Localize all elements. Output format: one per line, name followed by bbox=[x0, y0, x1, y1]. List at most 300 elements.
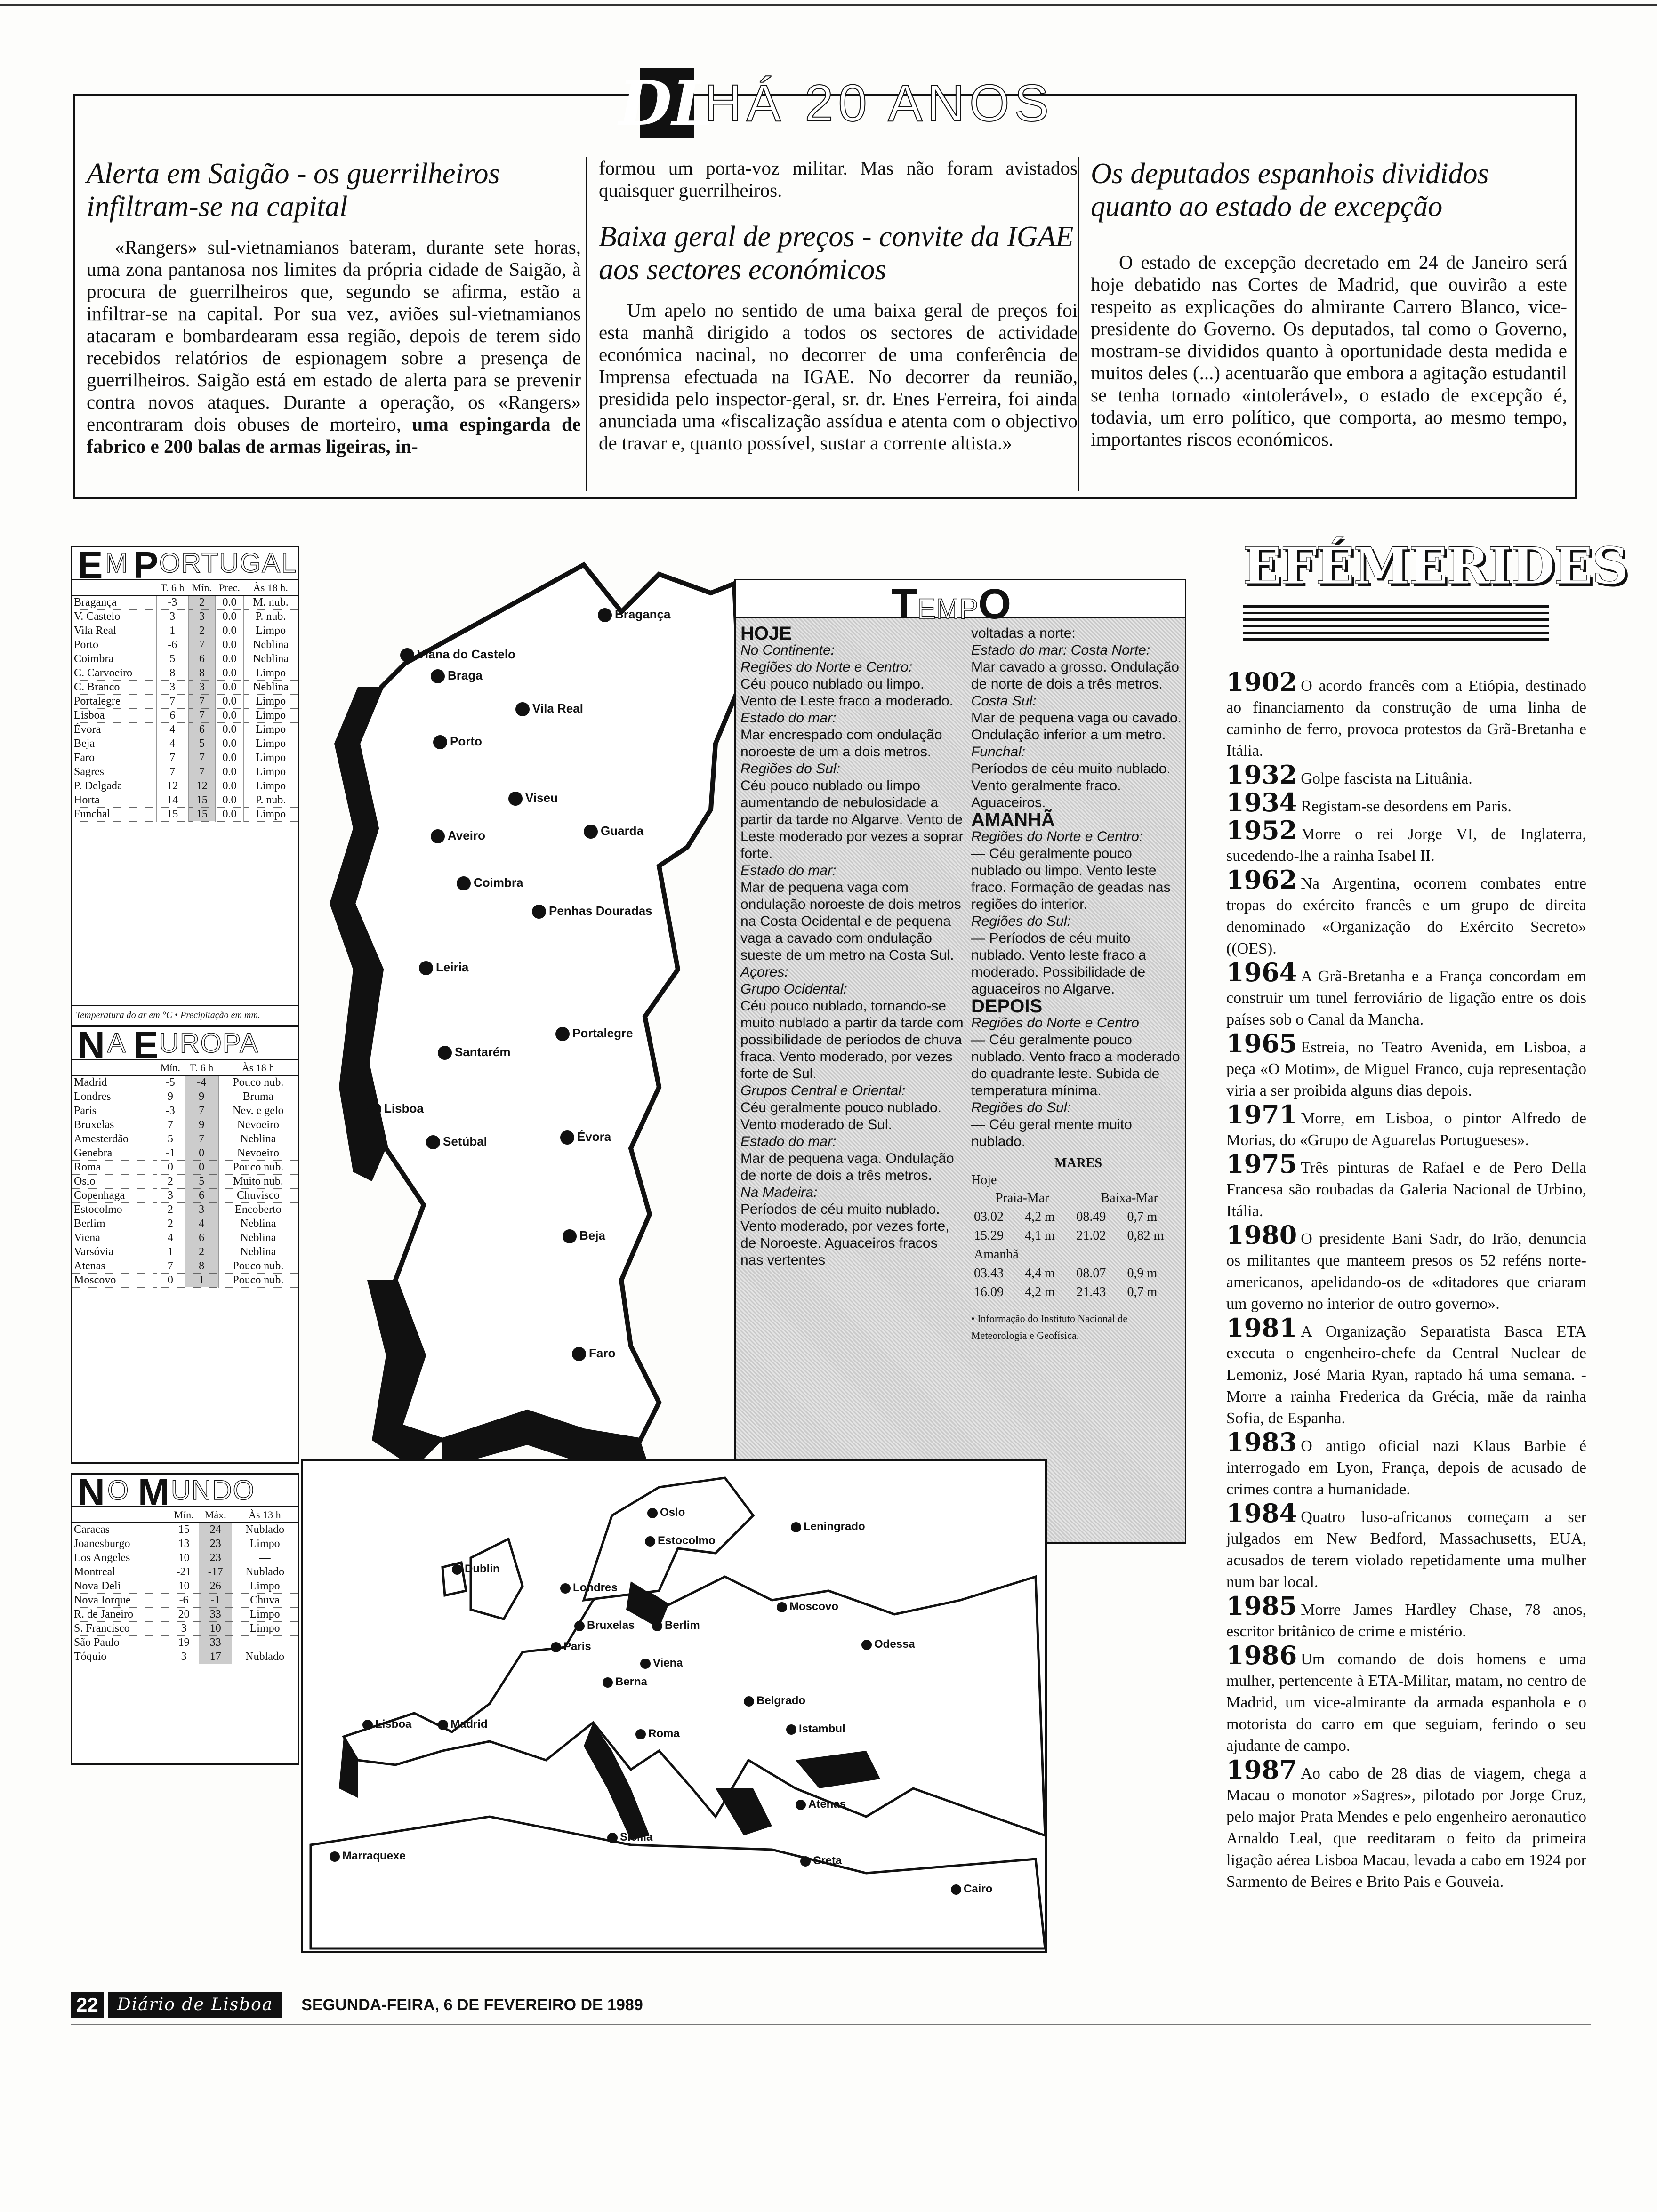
forecast-text: — Céu geral mente muito nublado. bbox=[971, 1117, 1132, 1149]
table-cell: 0.0 bbox=[215, 680, 243, 694]
table-cell: 15 bbox=[188, 807, 215, 821]
forecast-label: Grupo Ocidental: bbox=[740, 981, 847, 997]
row-label: São Paulo bbox=[72, 1635, 169, 1650]
row-label: Coimbra bbox=[72, 652, 156, 666]
table-cell: Pouco nub. bbox=[218, 1160, 298, 1174]
table-cell: Neblina bbox=[244, 638, 298, 652]
efemeride-year: 1975 bbox=[1226, 1149, 1297, 1179]
table-cell: 15 bbox=[156, 807, 188, 821]
table-cell: 9 bbox=[156, 1090, 185, 1104]
tide-cell: 0,7 m bbox=[1127, 1285, 1158, 1299]
title-part: UNDO bbox=[171, 1475, 255, 1506]
table-cell: 13 bbox=[169, 1537, 199, 1551]
table-cell: Pouco nub. bbox=[218, 1075, 298, 1090]
table-cell: 7 bbox=[188, 708, 215, 722]
table-cell: 33 bbox=[199, 1635, 232, 1650]
title-part: A bbox=[107, 1028, 127, 1058]
table-cell: — bbox=[232, 1635, 298, 1650]
tide-cell: 4,4 m bbox=[1025, 1266, 1055, 1281]
row-label: Nova Deli bbox=[72, 1579, 169, 1593]
na-europa-table bbox=[71, 1026, 299, 1464]
map-city: Oslo bbox=[647, 1506, 685, 1519]
table-cell: 0.0 bbox=[215, 793, 243, 807]
table-cell: 6 bbox=[188, 722, 215, 737]
column-header: Mín. bbox=[156, 1060, 185, 1075]
title-initial: E bbox=[133, 1024, 160, 1066]
title-initial: M bbox=[138, 1471, 170, 1513]
efemeride-entry bbox=[1224, 1591, 1586, 1643]
row-label: Amesterdão bbox=[72, 1132, 156, 1146]
article-igae bbox=[586, 157, 1078, 491]
table-cell: Neblina bbox=[218, 1132, 298, 1146]
table-cell: Bruma bbox=[218, 1090, 298, 1104]
table-cell: 6 bbox=[156, 708, 188, 722]
table-row bbox=[72, 1635, 298, 1650]
decorative-stripes bbox=[1243, 605, 1549, 643]
table-cell: 4 bbox=[156, 737, 188, 751]
tide-cell: 08.49 bbox=[1076, 1210, 1106, 1224]
table-row bbox=[72, 1174, 298, 1188]
map-city: Marraquexe bbox=[330, 1850, 406, 1863]
table-cell: Nublado bbox=[232, 1565, 298, 1579]
forecast-text: Mar de pequena vaga ou cavado. Ondulação inferior a um metro. bbox=[971, 710, 1182, 743]
table-cell: -5 bbox=[156, 1075, 185, 1090]
table-cell: 8 bbox=[188, 666, 215, 680]
top-rule bbox=[0, 0, 1657, 6]
forecast-text: Períodos de céu muito nublado. Vento geralmente fraco. Aguaceiros. bbox=[971, 761, 1171, 810]
table-cell: 8 bbox=[185, 1259, 218, 1273]
table-cell: 17 bbox=[199, 1650, 232, 1664]
efemeride-text: Ao cabo de 28 dias de viagem, chega a Macau o monotor »Sagres», pilotado por Jorge Cruz, pelo major Prata Mendes e pelo engenheiro aeronautico Arnaldo Leal, que reeditaram o feito da primeira ligação aérea Lisboa Macau, levada a cabo em 1924 por Sarmento de Beires e Brito Pais e Gouveia. bbox=[1226, 1765, 1586, 1891]
map-city: Beja bbox=[563, 1228, 605, 1243]
em-portugal-grid bbox=[72, 580, 298, 822]
table-cell: 9 bbox=[185, 1090, 218, 1104]
tempo-forecast-box bbox=[734, 579, 1186, 1544]
table-cell: 7 bbox=[156, 694, 188, 708]
forecast-text: — Céu geralmente pouco nublado ou limpo. Vento leste fraco. Formação de geadas nas regiões do interior. bbox=[971, 846, 1171, 912]
map-city: Odessa bbox=[861, 1638, 915, 1651]
forecast-heading: DEPOIS bbox=[971, 996, 1043, 1017]
table-row bbox=[72, 638, 298, 652]
table-cell: Nevoeiro bbox=[218, 1146, 298, 1160]
tide-cell: 15.29 bbox=[974, 1228, 1004, 1243]
map-city: Moscovo bbox=[777, 1600, 838, 1613]
efemeride-text: A Grã-Bretanha e a França concordam em construir um tunel ferroviário de ligação entre os dois países sob o Canal da Mancha. bbox=[1226, 968, 1586, 1028]
map-city: Dublin bbox=[452, 1563, 500, 1576]
table-cell: 6 bbox=[185, 1231, 218, 1245]
table-cell: 12 bbox=[156, 779, 188, 793]
efemeride-text: Golpe fascista na Lituânia. bbox=[1301, 770, 1472, 787]
efemeride-entry bbox=[1224, 1313, 1586, 1429]
tide-cell: 0,82 m bbox=[1127, 1228, 1164, 1243]
table-cell: 7 bbox=[188, 694, 215, 708]
table-cell: -6 bbox=[169, 1593, 199, 1607]
table-row bbox=[72, 1160, 298, 1174]
map-city: Leiria bbox=[419, 960, 468, 975]
efemeride-year: 1932 bbox=[1226, 760, 1297, 790]
table-cell: 3 bbox=[156, 680, 188, 694]
table-cell: 0.0 bbox=[215, 624, 243, 638]
title-initial: N bbox=[78, 1024, 106, 1066]
table-cell: 2 bbox=[156, 1202, 185, 1217]
row-label: Montreal bbox=[72, 1565, 169, 1579]
table-cell: 6 bbox=[188, 652, 215, 666]
page-number: 22 bbox=[71, 1992, 104, 2018]
efemeride-year: 1986 bbox=[1226, 1640, 1297, 1670]
table-cell: 7 bbox=[185, 1104, 218, 1118]
row-label: Viena bbox=[72, 1231, 156, 1245]
table-cell: -4 bbox=[185, 1075, 218, 1090]
table-cell: Neblina bbox=[244, 652, 298, 666]
map-city: Porto bbox=[433, 734, 482, 749]
map-city: Lisboa bbox=[362, 1718, 411, 1731]
forecast-label: Regiões do Norte e Centro: bbox=[971, 829, 1143, 844]
table-cell: 10 bbox=[169, 1551, 199, 1565]
efemeride-entry bbox=[1224, 815, 1586, 867]
map-city: Aveiro bbox=[431, 828, 485, 843]
table-cell: 7 bbox=[188, 638, 215, 652]
table-row bbox=[72, 1075, 298, 1090]
table-cell: 5 bbox=[188, 737, 215, 751]
row-label: Moscovo bbox=[72, 1273, 156, 1287]
forecast-label: Açores: bbox=[740, 964, 788, 980]
no-mundo-header bbox=[72, 1471, 298, 1513]
table-cell: 7 bbox=[156, 1118, 185, 1132]
table-cell: 10 bbox=[169, 1579, 199, 1593]
row-label: Faro bbox=[72, 751, 156, 765]
issue-date: SEGUNDA-FEIRA, 6 DE FEVEREIRO DE 1989 bbox=[301, 1996, 643, 2014]
table-row bbox=[72, 1523, 298, 1537]
map-city: Atenas bbox=[796, 1798, 846, 1811]
efemerides-column bbox=[1224, 537, 1628, 1996]
table-cell: 7 bbox=[156, 1259, 185, 1273]
column-header: Mín. bbox=[188, 580, 215, 595]
map-city: Viana do Castelo bbox=[400, 647, 515, 662]
title-part: ORTUGAL bbox=[159, 548, 298, 578]
efemeride-year: 1987 bbox=[1226, 1755, 1297, 1785]
tide-cell: 4,1 m bbox=[1025, 1228, 1055, 1243]
table-row bbox=[72, 1650, 298, 1664]
row-label: Paris bbox=[72, 1104, 156, 1118]
forecast-text: Mar de pequena vaga com ondulação noroeste de dois metros na Costa Ocidental e de pequena vaga a cavado com ondulação sueste de um metro na Costa Sul. bbox=[740, 880, 961, 963]
map-city: Penhas Douradas bbox=[532, 904, 652, 919]
table-cell: 6 bbox=[185, 1188, 218, 1202]
column-header: Às 18 h. bbox=[244, 580, 298, 595]
efemeride-text: Três pinturas de Rafael e de Pero Della Francesa são roubadas da Galeria Nacional de Urbino, Itália. bbox=[1226, 1159, 1586, 1220]
table-row bbox=[72, 694, 298, 708]
table-cell: 26 bbox=[199, 1579, 232, 1593]
forecast-text: Céu pouco nublado ou limpo aumentando de nebulosidade a partir da tarde no Algarve. Vento de Leste moderado por vezes a soprar forte. bbox=[740, 778, 964, 861]
map-city: Istambul bbox=[786, 1723, 845, 1736]
table-cell: 10 bbox=[199, 1621, 232, 1635]
table-row bbox=[72, 779, 298, 793]
map-city: Setúbal bbox=[426, 1134, 487, 1149]
table-cell: 1 bbox=[156, 624, 188, 638]
tempo-header bbox=[736, 580, 1185, 628]
no-mundo-table bbox=[71, 1473, 299, 1765]
table-cell: — bbox=[232, 1551, 298, 1565]
table-row bbox=[72, 1565, 298, 1579]
map-city: Belgrado bbox=[744, 1694, 805, 1707]
table-cell: Limpo bbox=[232, 1621, 298, 1635]
table-cell: 8 bbox=[156, 666, 188, 680]
map-city: Santarém bbox=[438, 1045, 511, 1060]
forecast-label: Estado do mar: bbox=[740, 1134, 837, 1149]
table-cell: 15 bbox=[169, 1523, 199, 1537]
efemeride-entry bbox=[1224, 1099, 1586, 1151]
efemeride-year: 1980 bbox=[1226, 1220, 1297, 1250]
table-cell: Limpo bbox=[244, 807, 298, 821]
forecast-text: — Céu geralmente pouco nublado. Vento fraco a moderado do quadrante leste. Subida de temperatura mínima. bbox=[971, 1032, 1180, 1098]
table-cell: Limpo bbox=[244, 765, 298, 779]
table-cell: 0.0 bbox=[215, 666, 243, 680]
bottom-rule bbox=[71, 2024, 1591, 2025]
tide-cell: 03.43 bbox=[974, 1266, 1004, 1281]
article-headline: Os deputados espanhois divididos quanto ao estado de excepção bbox=[1091, 158, 1489, 223]
tide-row bbox=[971, 1208, 1185, 1226]
efemeride-year: 1981 bbox=[1226, 1313, 1297, 1343]
column-header: Às 13 h bbox=[232, 1507, 298, 1523]
map-city: Bragança bbox=[598, 607, 671, 622]
efemeride-text: Um comando de dois homens e uma mulher, pertencente à ETA-Militar, matam, no centro de Madrid, um vice-almirante da armada espanhola e o motorista do carro em que seguiam, ferindo o seu ajudante de campo. bbox=[1226, 1651, 1586, 1755]
efemeride-text: O acordo francês com a Etiópia, destinado ao financiamento da construção de uma linha de caminho de ferro, provoca protestos da Grã-Bretanha e Itália. bbox=[1226, 677, 1586, 760]
tide-row bbox=[971, 1226, 1185, 1245]
table-cell: 14 bbox=[156, 793, 188, 807]
row-label: Porto bbox=[72, 638, 156, 652]
table-cell: 0 bbox=[185, 1160, 218, 1174]
forecast-label: Regiões do Norte e Centro bbox=[971, 1015, 1139, 1031]
forecast-text: Céu geralmente pouco nublado. Vento moderado de Sul. bbox=[740, 1100, 941, 1132]
row-label: C. Carvoeiro bbox=[72, 666, 156, 680]
table-cell: 7 bbox=[188, 751, 215, 765]
table-cell: 7 bbox=[188, 765, 215, 779]
table-cell: -6 bbox=[156, 638, 188, 652]
table-cell: Nublado bbox=[232, 1650, 298, 1664]
efemeride-text: Morre, em Lisboa, o pintor Alfredo de Morias, do «Grupo de Aguarelas Portugueses». bbox=[1226, 1110, 1586, 1149]
table-cell: -1 bbox=[156, 1146, 185, 1160]
column-header: T. 6 h bbox=[156, 580, 188, 595]
row-label: Caracas bbox=[72, 1523, 169, 1537]
row-label: V. Castelo bbox=[72, 609, 156, 624]
table-row bbox=[72, 1118, 298, 1132]
table-row bbox=[72, 1273, 298, 1287]
tide-cell: 03.02 bbox=[974, 1210, 1004, 1224]
map-city: Évora bbox=[560, 1130, 611, 1145]
table-row bbox=[72, 1607, 298, 1621]
efemeride-year: 1962 bbox=[1226, 865, 1297, 895]
table-cell: Limpo bbox=[244, 694, 298, 708]
tide-cell: 4,2 m bbox=[1025, 1285, 1055, 1299]
table-cell: Nevoeiro bbox=[218, 1118, 298, 1132]
efemeride-year: 1952 bbox=[1226, 815, 1297, 845]
row-label: Genebra bbox=[72, 1146, 156, 1160]
table-cell: 4 bbox=[185, 1217, 218, 1231]
table-cell: -1 bbox=[199, 1593, 232, 1607]
map-city: Berna bbox=[603, 1675, 647, 1689]
table-row bbox=[72, 1537, 298, 1551]
article-continuation: formou um porta-voz militar. Mas não foram avistados quaisquer guerrilheiros. bbox=[599, 157, 1078, 201]
tempo-left-column bbox=[740, 625, 964, 1269]
table-row bbox=[72, 1188, 298, 1202]
efemeride-text: Na Argentina, ocorrem combates entre tropas do exército francês e um grupo de direita denominado «Organização do Exército Secreto» ((OES). bbox=[1226, 875, 1586, 957]
table-cell: 0.0 bbox=[215, 708, 243, 722]
column-header: Máx. bbox=[199, 1507, 232, 1523]
table-cell: Encoberto bbox=[218, 1202, 298, 1217]
table-row bbox=[72, 1202, 298, 1217]
article-deputados bbox=[1078, 157, 1567, 491]
table-row bbox=[72, 807, 298, 821]
row-label: Horta bbox=[72, 793, 156, 807]
table-cell: 7 bbox=[156, 765, 188, 779]
row-label: Beja bbox=[72, 737, 156, 751]
table-row bbox=[72, 751, 298, 765]
table-cell: Neblina bbox=[218, 1245, 298, 1259]
table-cell: Limpo bbox=[232, 1537, 298, 1551]
efemeride-text: O antigo oficial nazi Klaus Barbie é interrogado em Lyon, França, depois de acusado de crimes contra a humanidade. bbox=[1226, 1437, 1586, 1498]
forecast-label: Regiões do Norte e Centro: bbox=[740, 659, 913, 675]
forecast-heading: HOJE bbox=[740, 623, 792, 644]
efemeride-entry bbox=[1224, 1755, 1586, 1893]
table-cell: 2 bbox=[185, 1245, 218, 1259]
table-row bbox=[72, 1579, 298, 1593]
row-label: Estocolmo bbox=[72, 1202, 156, 1217]
title-part: O bbox=[107, 1475, 130, 1506]
section-title: HÁ 20 ANOS bbox=[704, 74, 1054, 132]
tide-cell: 08.07 bbox=[1076, 1266, 1106, 1281]
table-row bbox=[72, 624, 298, 638]
tide-row bbox=[971, 1283, 1185, 1302]
efemeride-entry bbox=[1224, 760, 1586, 790]
table-cell: 5 bbox=[185, 1174, 218, 1188]
article-headline: Baixa geral de preços - convite da IGAE aos sectores económicos bbox=[599, 221, 1074, 286]
table-cell: 3 bbox=[188, 680, 215, 694]
article-headline: Alerta em Saigão - os guerrilheiros infiltram-se na capital bbox=[87, 158, 500, 223]
table-cell: -21 bbox=[169, 1565, 199, 1579]
efemeride-text: Registam-se desordens em Paris. bbox=[1301, 798, 1512, 815]
table-cell: 0 bbox=[156, 1273, 185, 1287]
forecast-label: Estado do mar: Costa Norte: bbox=[971, 642, 1150, 658]
row-label: R. de Janeiro bbox=[72, 1607, 169, 1621]
article-body: «Rangers» sul-vietnamianos bateram, durante sete horas, uma zona pantanosa nos limites da própria cidade de Saigão, à procura de guerrilheiros que, segundo se afirma, estão a infiltrar-se na capital. Por sua vez, aviões sul-vietnamianos atacaram e bombardearam essa região, depois de terem sido recebidos relatórios de espionagem sobre a presença de guerrilheiros. Saigão está em estado de alerta para se prevenir contra novos ataques. Durante a operação, os «Rangers» encontraram dois obuses de morteiro, uma espingarda de fabrico e 200 balas de armas ligeiras, in- bbox=[87, 236, 581, 457]
article-body: O estado de excepção decretado em 24 de Janeiro será hoje debatido nas Cortes de Madrid, que ouvirão a este respeito as explicações do almirante Carrero Blanco, vice-presidente do Governo. Os deputados, tal como o Governo, mostram-se divididos quanto à oportunidade desta medida e muitos deles (...) acentuarão que embora a agitação estudantil se tenha tornado «intolerável», o estado de excepção é, todavia, um erro político, que comporta, ao mesmo tempo, importantes riscos económicos. bbox=[1091, 251, 1567, 450]
column-header: Mín. bbox=[169, 1507, 199, 1523]
table-cell: Pouco nub. bbox=[218, 1273, 298, 1287]
efemeride-entry bbox=[1224, 1427, 1586, 1500]
forecast-text: Mar encrespado com ondulação noroeste de um a dois metros. bbox=[740, 727, 942, 760]
map-city: Madrid bbox=[438, 1718, 488, 1731]
table-cell: Nev. e gelo bbox=[218, 1104, 298, 1118]
table-cell: Limpo bbox=[244, 722, 298, 737]
efemeride-year: 1984 bbox=[1226, 1498, 1297, 1528]
dl-logo: DL bbox=[619, 67, 715, 139]
tempo-right-column bbox=[971, 625, 1185, 1344]
forecast-text: Céu pouco nublado ou limpo. Vento de Leste fraco a moderado. bbox=[740, 676, 953, 709]
forecast-label: Costa Sul: bbox=[971, 693, 1037, 709]
table-cell: 12 bbox=[188, 779, 215, 793]
forecast-label: Funchal: bbox=[971, 744, 1026, 760]
table-cell: 4 bbox=[156, 722, 188, 737]
efemeride-text: Morre James Hardley Chase, 78 anos, escritor britânico de crime e mistério. bbox=[1226, 1601, 1586, 1640]
table-row bbox=[72, 1593, 298, 1607]
map-city: Bruxelas bbox=[574, 1619, 635, 1632]
table-cell: Limpo bbox=[232, 1579, 298, 1593]
table-cell: 2 bbox=[156, 1217, 185, 1231]
table-cell: Pouco nub. bbox=[218, 1259, 298, 1273]
efemeride-entry bbox=[1224, 1149, 1586, 1222]
map-city: Braga bbox=[431, 668, 483, 683]
forecast-label: No Continente: bbox=[740, 642, 835, 658]
forecast-text: Mar cavado a grosso. Ondulação de norte de dois a três metros. bbox=[971, 659, 1179, 692]
forecast-label: Regiões do Sul: bbox=[740, 761, 840, 777]
forecast-text: Mar de pequena vaga. Ondulação de norte de dois a três metros. bbox=[740, 1151, 954, 1183]
forecast-text: Céu pouco nublado, tornando-se muito nublado a partir da tarde com possibilidade de períodos de chuva fraca. Vento moderado, por vezes forte de Sul. bbox=[740, 998, 964, 1082]
tide-cell: 0,7 m bbox=[1127, 1210, 1158, 1224]
table-cell: Neblina bbox=[218, 1217, 298, 1231]
table-cell: 7 bbox=[185, 1132, 218, 1146]
table-cell: Neblina bbox=[218, 1231, 298, 1245]
table-cell: 23 bbox=[199, 1537, 232, 1551]
map-city: Londres bbox=[560, 1581, 618, 1595]
efemeride-text: A Organização Separatista Basca ETA executa o engenheiro-chefe da Central Nuclear de Lemoniz, José Maria Ryan, raptado há uma semana. - Morre a rainha Frederica da Grécia, mãe da rainha Sofia, de Espanha. bbox=[1226, 1323, 1586, 1427]
mares-day-label: Hoje bbox=[971, 1173, 997, 1187]
row-label: Portalegre bbox=[72, 694, 156, 708]
row-label: Bruxelas bbox=[72, 1118, 156, 1132]
table-cell: Muito nub. bbox=[218, 1174, 298, 1188]
table-cell: 15 bbox=[188, 793, 215, 807]
tide-row bbox=[971, 1264, 1185, 1283]
na-europa-header bbox=[72, 1024, 298, 1066]
mares-title: MARES bbox=[1054, 1156, 1102, 1170]
efemeride-year: 1971 bbox=[1226, 1099, 1297, 1130]
row-label: Joanesburgo bbox=[72, 1537, 169, 1551]
article-body: Um apelo no sentido de uma baixa geral de preços foi esta manhã dirigido a todos os sectores de actividade económica nacinal, no decorrer de uma conferência de Imprensa efectuada na IGAE. No decorrer da reunião, presidida pelo inspector-geral, sr. dr. Enes Ferreira, foi ainda anunciada uma «fiscalização assídua e atenta com o objectivo de travar e, quanto possível, sustar a corrente altista.» bbox=[599, 299, 1078, 454]
table-cell: 24 bbox=[199, 1523, 232, 1537]
row-label: Bragança bbox=[72, 595, 156, 609]
row-label: S. Francisco bbox=[72, 1621, 169, 1635]
table-row bbox=[72, 793, 298, 807]
table-cell: Limpo bbox=[244, 624, 298, 638]
table-cell: M. nub. bbox=[244, 595, 298, 609]
row-label: Tóquio bbox=[72, 1650, 169, 1664]
table-cell: 3 bbox=[185, 1202, 218, 1217]
efemeride-text: Quatro luso-africanos começam a ser julgados em New Bedford, Massachusetts, EUA, acusados de terem violado repetidamente uma mulher num bar local. bbox=[1226, 1508, 1586, 1591]
table-cell: -3 bbox=[156, 1104, 185, 1118]
map-city: Paris bbox=[551, 1640, 591, 1653]
table-row bbox=[72, 1551, 298, 1565]
table-row bbox=[72, 765, 298, 779]
table-row bbox=[72, 1621, 298, 1635]
efemeride-entry bbox=[1224, 667, 1586, 762]
table-row bbox=[72, 1245, 298, 1259]
table-cell: 3 bbox=[169, 1621, 199, 1635]
efemeride-entry bbox=[1224, 1220, 1586, 1315]
efemeride-text: Morre o rei Jorge VI, de Inglaterra, sucedendo-lhe a rainha Isabel II. bbox=[1226, 825, 1586, 865]
em-portugal-table bbox=[71, 546, 299, 1026]
table-row bbox=[72, 1259, 298, 1273]
efemerides-title: EFÉMERIDES bbox=[1243, 537, 1628, 596]
map-city: Creta bbox=[800, 1854, 842, 1867]
column-header: T. 6 h bbox=[185, 1060, 218, 1075]
row-label: Funchal bbox=[72, 807, 156, 821]
table-cell: Chuvisco bbox=[218, 1188, 298, 1202]
efemeride-year: 1934 bbox=[1226, 787, 1297, 817]
table-cell: 2 bbox=[188, 595, 215, 609]
table-cell: Limpo bbox=[232, 1607, 298, 1621]
table-cell: Nublado bbox=[232, 1523, 298, 1537]
forecast-label: Regiões do Sul: bbox=[971, 914, 1071, 929]
table-cell: 0.0 bbox=[215, 737, 243, 751]
table-cell: 23 bbox=[199, 1551, 232, 1565]
